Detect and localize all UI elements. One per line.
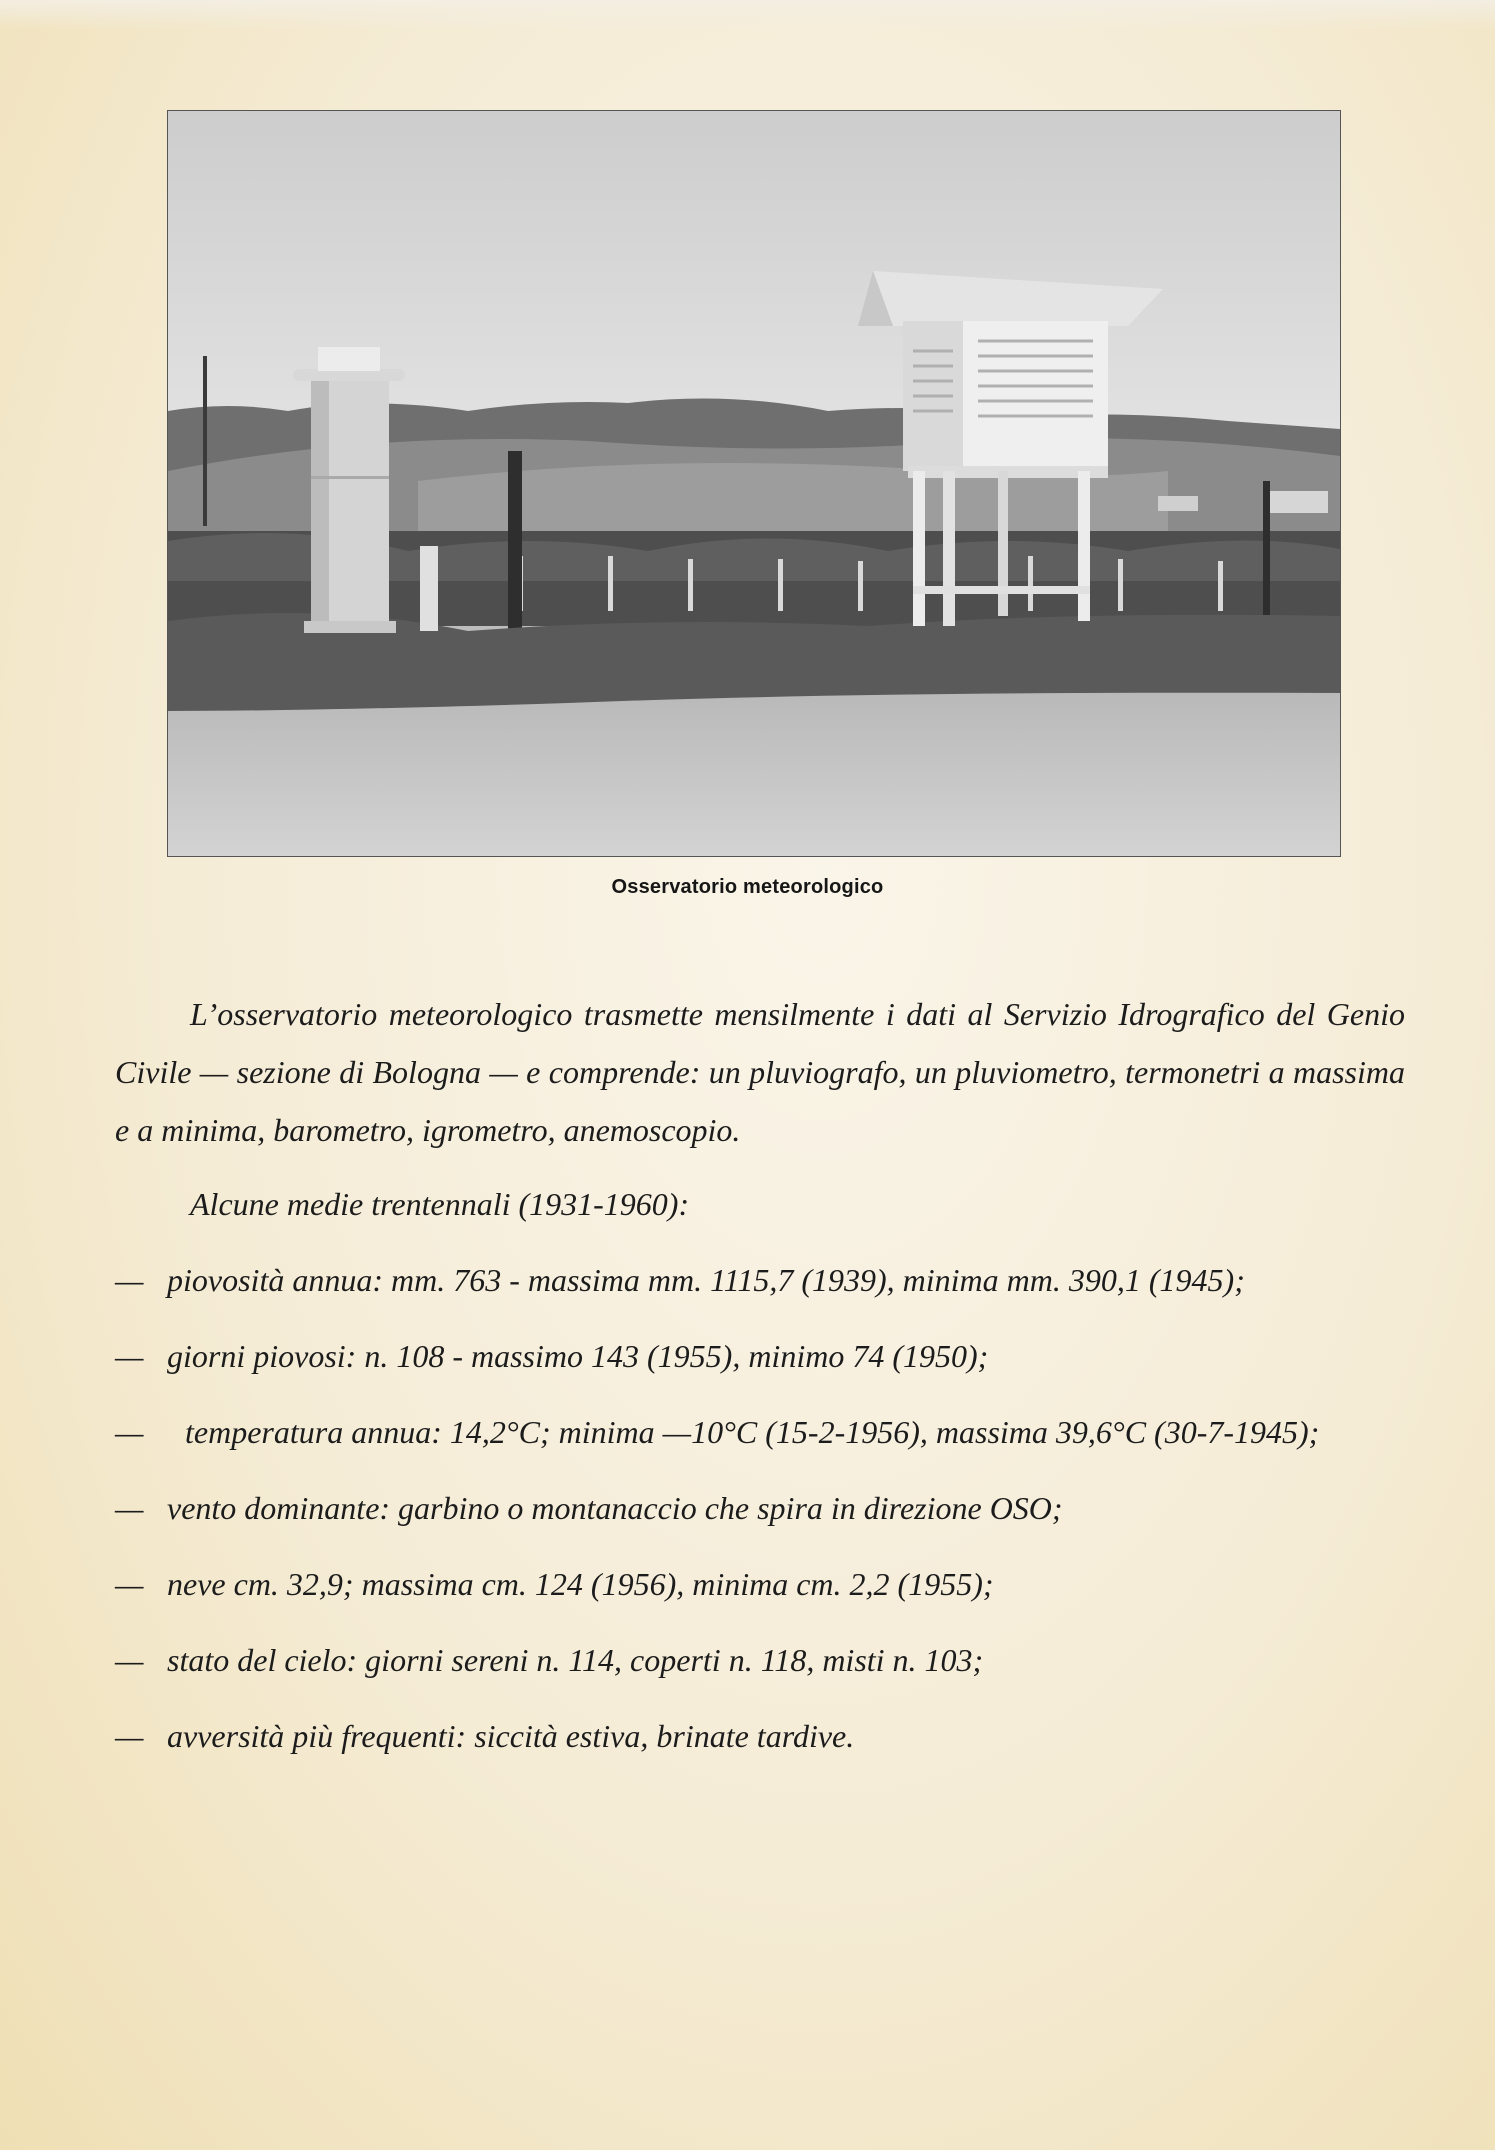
dirt-road bbox=[168, 693, 1340, 856]
dash-marker: — bbox=[115, 1718, 144, 1754]
page-edge bbox=[0, 0, 1495, 30]
dash-marker: — bbox=[115, 1490, 144, 1526]
intro-paragraph: L’osservatorio meteorologico trasmette mensilmente i dati al Servizio Idrografico del Genio Civile — sezione di Bologna — e comprende: un pluviografo, un pluviometro, termonetri a massima e a minima, barometro, igrometro, anemoscopio. bbox=[115, 996, 1405, 1148]
stat-sky: stato del cielo: giorni sereni n. 114, coperti n. 118, misti n. 103; bbox=[167, 1642, 984, 1678]
list-item bbox=[115, 1555, 1405, 1613]
stat-rainy-days: giorni piovosi: n. 108 - massimo 143 (1955), minimo 74 (1950); bbox=[167, 1338, 989, 1374]
dash-marker: — bbox=[115, 1566, 144, 1602]
stat-snow: neve cm. 32,9; massima cm. 124 (1956), minima cm. 2,2 (1955); bbox=[167, 1566, 994, 1602]
list-item bbox=[115, 1327, 1405, 1385]
weather-station-photo bbox=[167, 110, 1341, 857]
stat-temperature: temperatura annua: 14,2°C; minima —10°C (15-2-1956), massima 39,6°C (30-7-1945); bbox=[185, 1414, 1320, 1450]
list-item bbox=[115, 1403, 1405, 1461]
dash-marker: — bbox=[115, 1642, 144, 1678]
photo-caption: Osservatorio meteorologico bbox=[611, 876, 884, 898]
climate-stats-list bbox=[115, 1251, 1405, 1765]
list-item bbox=[115, 1707, 1405, 1765]
dash-marker: — bbox=[115, 1262, 144, 1298]
stat-rainfall: piovosità annua: mm. 763 - massima mm. 1115,7 (1939), minima mm. 390,1 (1945); bbox=[167, 1262, 1245, 1298]
fence-post bbox=[508, 451, 522, 641]
stat-adversities: avversità più frequenti: siccità estiva, brinate tardive. bbox=[167, 1718, 855, 1754]
pole bbox=[203, 356, 207, 526]
list-item bbox=[115, 1251, 1405, 1309]
body-text bbox=[115, 985, 1405, 1783]
dash-marker: — bbox=[115, 1338, 144, 1374]
averages-heading: Alcune medie trentennali (1931-1960): bbox=[190, 1186, 690, 1222]
list-item bbox=[115, 1631, 1405, 1689]
stat-wind: vento dominante: garbino o montanaccio che spira in direzione OSO; bbox=[167, 1490, 1063, 1526]
list-item bbox=[115, 1479, 1405, 1537]
distant-house bbox=[1268, 491, 1328, 513]
dash-marker: — bbox=[115, 1414, 144, 1450]
